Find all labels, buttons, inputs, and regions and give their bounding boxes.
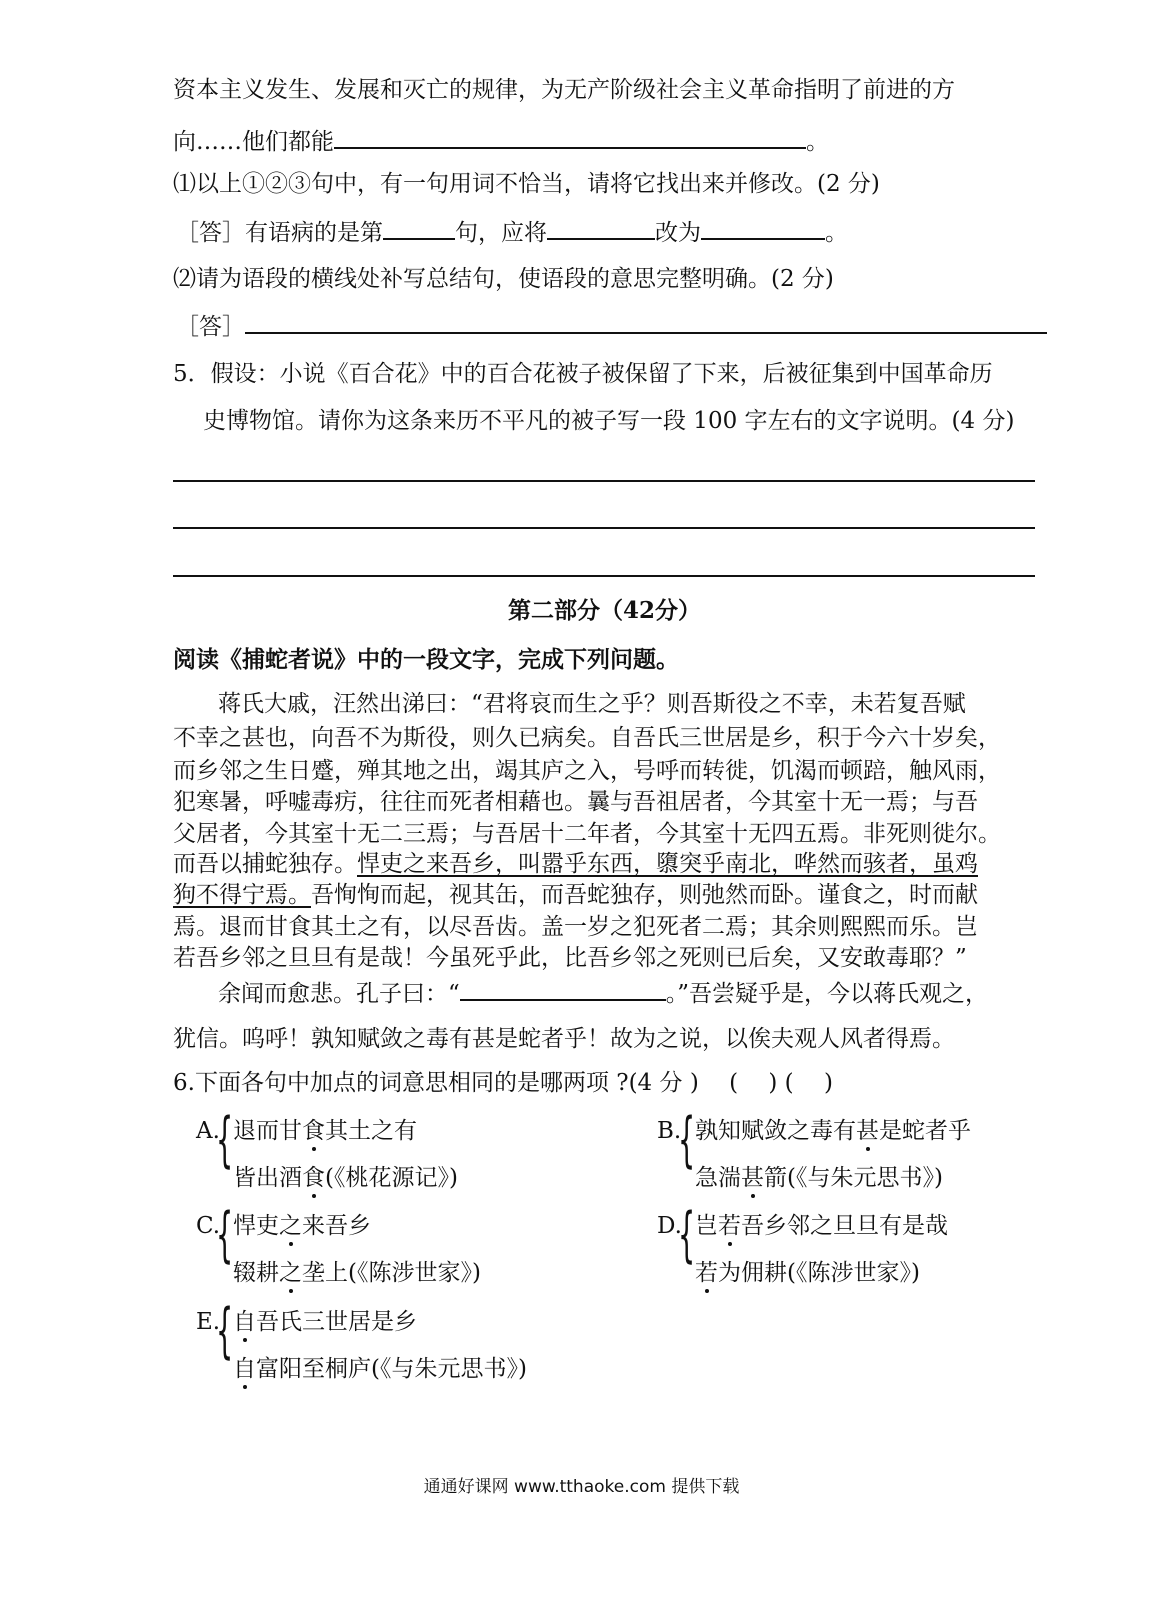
answer-rule[interactable]: [173, 575, 1035, 577]
answer-line: [176, 310, 1047, 342]
answer-rule[interactable]: [173, 480, 1035, 482]
option-c-sentence: 悍吏之来吾乡: [233, 1213, 371, 1239]
option-a-sentence: 退而甘食其土之有: [233, 1118, 417, 1144]
brace-icon: {: [216, 1105, 234, 1175]
passage-line: [173, 849, 978, 879]
page-footer: 通通好课网 www.tthaoke.com 提供下载: [423, 1477, 740, 1497]
option-e-sentence: 自富阳至桐庐(《与朱元思书》): [233, 1356, 527, 1382]
passage-line: 蒋氏大戚，汪然出涕曰：“君将哀而生之乎？则吾斯役之不幸，未若复吾赋: [218, 691, 966, 717]
option-d-sentence: 若为佣耕(《陈涉世家》): [695, 1260, 920, 1286]
answer-rule[interactable]: [173, 527, 1035, 529]
option-e-sentence: 自吾氏三世居是乡: [233, 1309, 417, 1335]
text-fragment: ［答］有语病的是第: [176, 220, 383, 246]
answer-line: [176, 216, 848, 248]
option-a-sentence: 皆出酒食(《桃花源记》): [233, 1165, 458, 1191]
passage-line: 若吾乡邻之旦旦有是哉！今虽死乎此，比吾乡邻之死则已后矣，又安敢毒耶？”: [173, 945, 967, 971]
passage-line: [218, 977, 988, 1009]
dotted-char: 自: [233, 1309, 256, 1335]
dotted-char: 自: [233, 1356, 256, 1382]
text-fragment: 。”吾尝疑乎是，今以蒋氏观之，: [665, 981, 989, 1007]
dotted-char: 若: [718, 1213, 741, 1239]
option-a-label: A.: [196, 1118, 220, 1144]
question-5-text: 史博物馆。请你为这条来历不平凡的被子写一段 100 字左右的文字说明。(4 分): [203, 408, 1015, 434]
passage-line: 而乡邻之生日蹙，殚其地之出，竭其庐之入，号呼而转徙，饥渴而顿踣，触风雨，: [173, 758, 1001, 784]
dotted-char: 若: [695, 1260, 718, 1286]
option-b-label: B.: [657, 1118, 682, 1144]
brace-icon: {: [678, 1105, 696, 1175]
brace-icon: {: [216, 1200, 234, 1270]
option-b-sentence: 急湍甚箭(《与朱元思书》): [695, 1165, 943, 1191]
passage-line: 父居者，今其室十无二三焉；与吾居十二年者，今其室十无四五焉。非死则徙尔。: [173, 821, 1001, 847]
reading-instruction: 阅读《捕蛇者说》中的一段文字，完成下列问题。: [173, 646, 679, 673]
underlined-sentence: 狗不得宁焉。: [173, 882, 311, 908]
text-fragment: 。: [806, 129, 829, 155]
dotted-char: 之: [279, 1213, 302, 1239]
brace-icon: {: [678, 1200, 696, 1270]
option-c-label: C.: [196, 1213, 221, 1239]
text-fragment: 余闻而愈悲。孔子曰：“: [218, 981, 460, 1007]
option-e-label: E.: [196, 1309, 221, 1335]
option-b-sentence: 孰知赋敛之毒有甚是蛇者乎: [695, 1118, 971, 1144]
answer-blank[interactable]: [383, 216, 455, 240]
text-fragment: ［答］: [176, 314, 245, 340]
passage-line: 犯寒暑，呼嘘毒疠，往往而死者相藉也。曩与吾祖居者，今其室十无一焉；与吾: [173, 789, 978, 815]
passage-line: 焉。退而甘食其土之有，以尽吾齿。盖一岁之犯死者二焉；其余则熙熙而乐。岂: [173, 914, 978, 940]
question-6-stem: 6.下面各句中加点的词意思相同的是哪两项 ?(4 分 ) ( ) ( ): [173, 1070, 833, 1096]
text-fragment: 而吾以捕蛇独存。: [173, 851, 357, 877]
dotted-char: 食: [302, 1165, 325, 1191]
text-fragment: 。: [825, 220, 848, 246]
question-text: ⑵请为语段的横线处补写总结句，使语段的意思完整明确。(2 分): [173, 266, 834, 292]
dotted-char: 之: [279, 1260, 302, 1286]
answer-blank[interactable]: [334, 125, 806, 149]
text-fragment: 改为: [655, 220, 701, 246]
answer-blank[interactable]: [460, 977, 666, 1001]
dotted-char: 甚: [856, 1118, 879, 1144]
passage-line: 不幸之甚也，向吾不为斯役，则久已病矣。自吾氏三世居是乡，积于今六十岁矣，: [173, 725, 1001, 751]
option-c-sentence: 辍耕之垄上(《陈涉世家》): [233, 1260, 481, 1286]
dotted-char: 食: [302, 1118, 325, 1144]
question-5-text: 5．假设：小说《百合花》中的百合花被子被保留了下来，后被征集到中国革命历: [173, 361, 993, 387]
answer-blank[interactable]: [701, 216, 825, 240]
option-d-label: D.: [657, 1213, 682, 1239]
text-fragment: 句，应将: [455, 220, 547, 246]
answer-blank[interactable]: [547, 216, 655, 240]
text-fragment: 吾恂恂而起，视其缶，而吾蛇独存，则弛然而卧。谨食之，时而献: [311, 882, 978, 908]
answer-blank[interactable]: [245, 310, 1047, 334]
underlined-sentence: 悍吏之来吾乡，叫嚣乎东西，隳突乎南北，哗然而骇者，虽鸡: [357, 851, 978, 877]
section-heading: 第二部分（42分）: [508, 597, 702, 624]
option-d-sentence: 岂若吾乡邻之旦旦有是哉: [695, 1213, 948, 1239]
passage-line: 犹信。呜呼！孰知赋敛之毒有甚是蛇者乎！故为之说，以俟夫观人风者得焉。: [173, 1026, 955, 1052]
passage-line: [173, 880, 978, 910]
text-line: [173, 125, 829, 157]
dotted-char: 甚: [741, 1165, 764, 1191]
question-text: ⑴以上①②③句中，有一句用词不恰当，请将它找出来并修改。(2 分): [173, 171, 880, 197]
text-line: 资本主义发生、发展和灭亡的规律，为无产阶级社会主义革命指明了前进的方: [173, 77, 955, 103]
text-fragment: 向……他们都能: [173, 129, 334, 155]
brace-icon: {: [216, 1296, 234, 1366]
